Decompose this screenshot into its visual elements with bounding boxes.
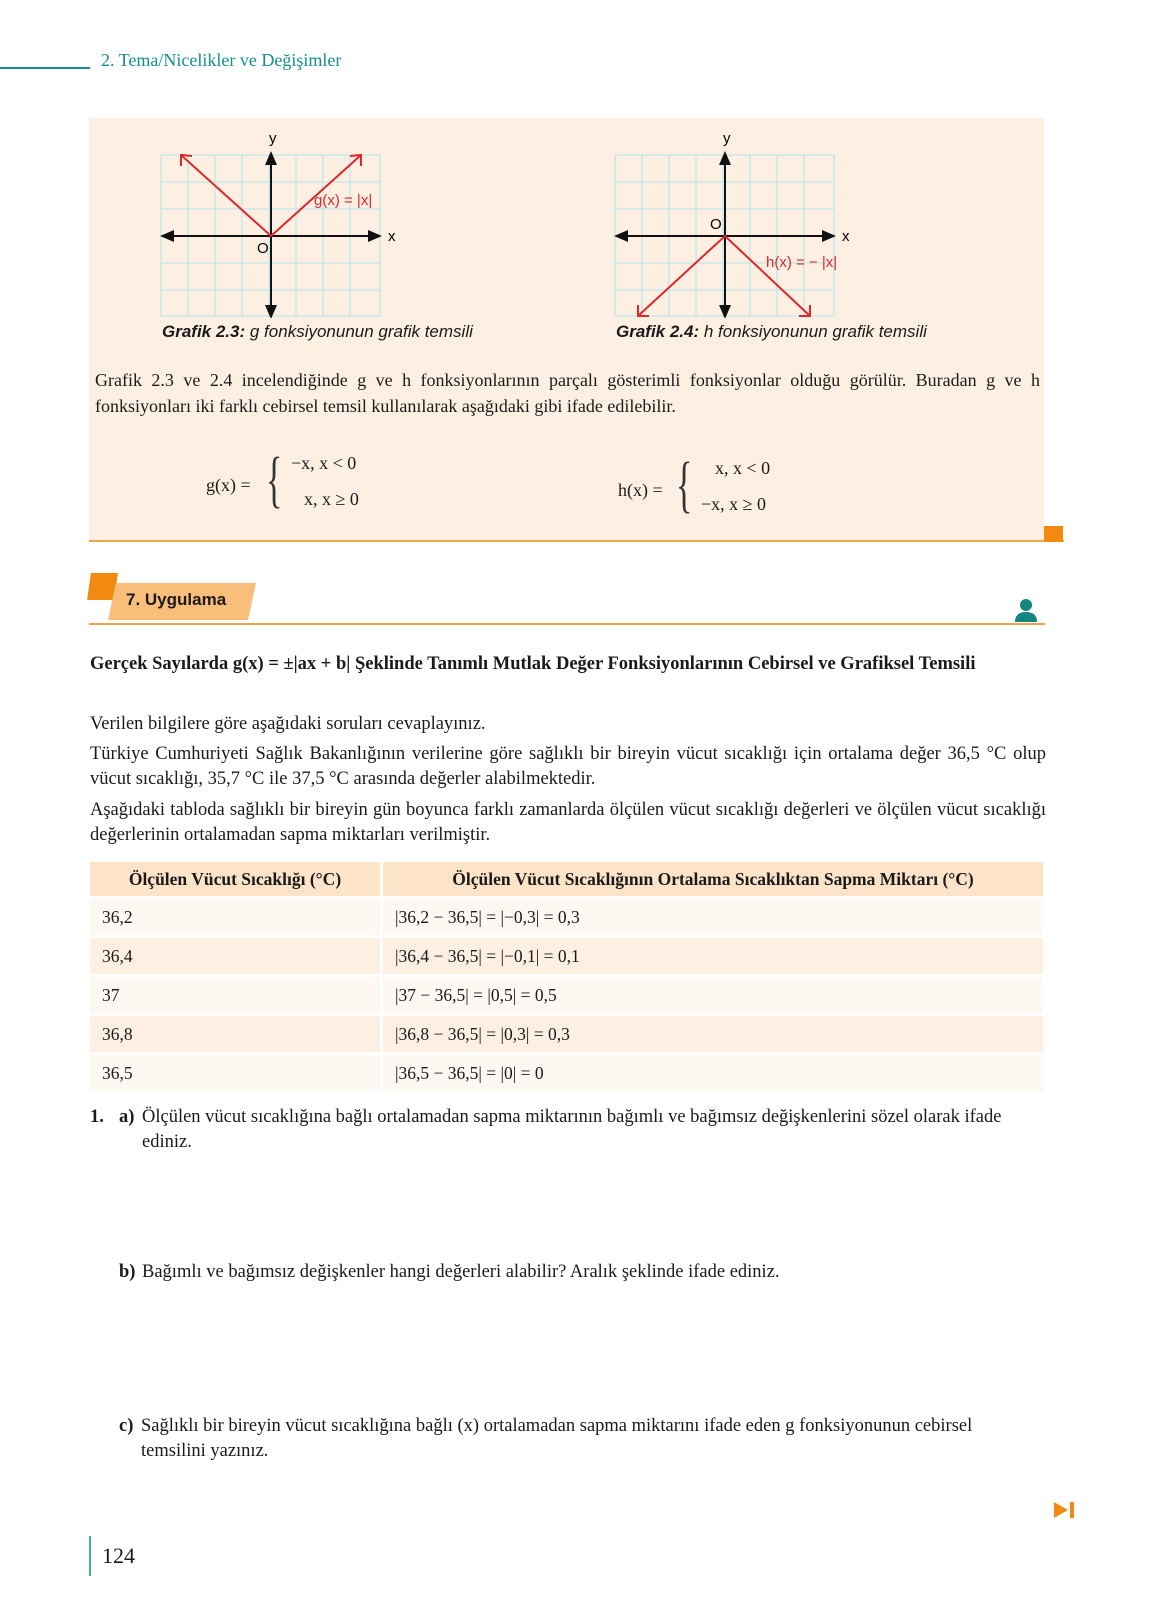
table-row: [90, 976, 1043, 1015]
table-row: [90, 1015, 1043, 1054]
formula-h-lhs: h(x) =: [618, 480, 663, 500]
question-c-text: Sağlıklı bir bireyin vücut sıcaklığına bağlı (x) ortalamadan sapma miktarını ifade eden g fonksiyonunun cebirsel temsilini yazınız.: [141, 1416, 973, 1461]
activity-title: Gerçek Sayılarda g(x) = ±|ax + b| Şeklinde Tanımlı Mutlak Değer Fonksiyonlarının Cebirsel ve Grafiksel Temsili: [90, 654, 976, 674]
cell-temp: 36,4: [90, 937, 382, 976]
brace-icon: {: [676, 451, 693, 519]
graph-g: [152, 133, 402, 318]
cell-temp: 37: [90, 976, 382, 1015]
instruction-text: Verilen bilgilere göre aşağıdaki soruları cevaplayınız.: [90, 714, 486, 734]
formula-g-case1: −x, x < 0: [291, 453, 357, 473]
box-bottom-rule: [89, 540, 1064, 542]
table-header-deviation: Ölçülen Vücut Sıcaklığının Ortalama Sıcaklıktan Sapma Miktarı (°C): [382, 862, 1044, 898]
svg-text:y: y: [723, 133, 731, 147]
section-tag-label: 7. Uygulama: [126, 590, 227, 609]
table-intro-text: Aşağıdaki tabloda sağlıklı bir bireyin gün boyunca farklı zamanlarda ölçülen vücut sıcaklığı değerleri ve ölçülen vücut sıcaklığı değerlerinin ortalamadan sapma miktarları verilmiştir.: [90, 800, 1046, 845]
question-b-label: b): [119, 1262, 136, 1282]
person-icon: [1014, 598, 1038, 622]
question-a-label: a): [119, 1107, 135, 1127]
svg-text:h(x) = − |x|: h(x) = − |x|: [766, 254, 838, 271]
cell-temp: 36,8: [90, 1015, 382, 1054]
y-axis-label: y: [269, 133, 277, 147]
table-row: [90, 937, 1043, 976]
cell-deviation: |36,2 − 36,5| = |−0,3| = 0,3: [382, 898, 1044, 937]
temperature-table: [90, 862, 1043, 1091]
table-row: [90, 1054, 1043, 1092]
formula-h-case1: x, x < 0: [715, 458, 771, 478]
table-row: [90, 898, 1043, 937]
graph-g-caption: Grafik 2.3: g fonksiyonunun grafik temsili: [162, 322, 473, 341]
svg-text:O: O: [257, 240, 269, 257]
graph-h-caption: Grafik 2.4: h fonksiyonunun grafik temsili: [616, 322, 927, 341]
question-a-text: Ölçülen vücut sıcaklığına bağlı ortalamadan sapma miktarının bağımlı ve bağımsız değişkenlerini sözel olarak ifade ediniz.: [142, 1107, 1002, 1152]
table-header-measured: Ölçülen Vücut Sıcaklığı (°C): [90, 862, 382, 898]
cell-deviation: |37 − 36,5| = |0,5| = 0,5: [382, 976, 1044, 1015]
graph-g-plot: [152, 133, 402, 318]
question-c-label: c): [119, 1416, 134, 1436]
question-b-text: Bağımlı ve bağımsız değişkenler hangi değerleri alabilir? Aralık şeklinde ifade ediniz.: [142, 1262, 780, 1282]
graph-h: [606, 133, 856, 318]
question-number: 1.: [90, 1107, 104, 1127]
svg-text:x: x: [388, 228, 396, 245]
info-text: Türkiye Cumhuriyeti Sağlık Bakanlığının verilerine göre sağlıklı bir bireyin vücut sıcaklığı için ortalama değer 36,5 °C olup vücut sıcaklığı, 35,7 °C ile 37,5 °C arasında değerler alabilmektedir.: [90, 744, 1046, 789]
formula-g-case2: x, x ≥ 0: [304, 489, 359, 509]
chapter-header: 2. Tema/Nicelikler ve Değişimler: [101, 50, 342, 70]
svg-text:O: O: [710, 216, 722, 233]
formula-h-case2: −x, x ≥ 0: [701, 494, 767, 514]
page-number-rule: [89, 1536, 91, 1576]
cell-deviation: |36,4 − 36,5| = |−0,1| = 0,1: [382, 937, 1044, 976]
brace-icon: {: [266, 446, 283, 514]
svg-text:x: x: [842, 228, 850, 245]
cell-temp: 36,5: [90, 1054, 382, 1092]
svg-text:g(x) = |x|: g(x) = |x|: [314, 192, 373, 209]
next-page-icon[interactable]: [1054, 1502, 1076, 1518]
box-corner-square: [1044, 526, 1063, 542]
cell-temp: 36,2: [90, 898, 382, 937]
cell-deviation: |36,5 − 36,5| = |0| = 0: [382, 1054, 1044, 1092]
formula-g-lhs: g(x) =: [206, 475, 251, 495]
page-number: 124: [102, 1543, 135, 1568]
intro-paragraph: Grafik 2.3 ve 2.4 incelendiğinde g ve h fonksiyonlarının parçalı gösterimli fonksiyonlar olduğu görülür. Buradan g ve h fonksiyonları iki farklı cebirsel temsil kullanılarak aşağıdaki gibi ifade edilebilir.: [95, 370, 1040, 416]
graph-h-plot: [606, 133, 856, 318]
header-rule: [0, 67, 90, 69]
cell-deviation: |36,8 − 36,5| = |0,3| = 0,3: [382, 1015, 1044, 1054]
section-rule: [89, 623, 1045, 625]
